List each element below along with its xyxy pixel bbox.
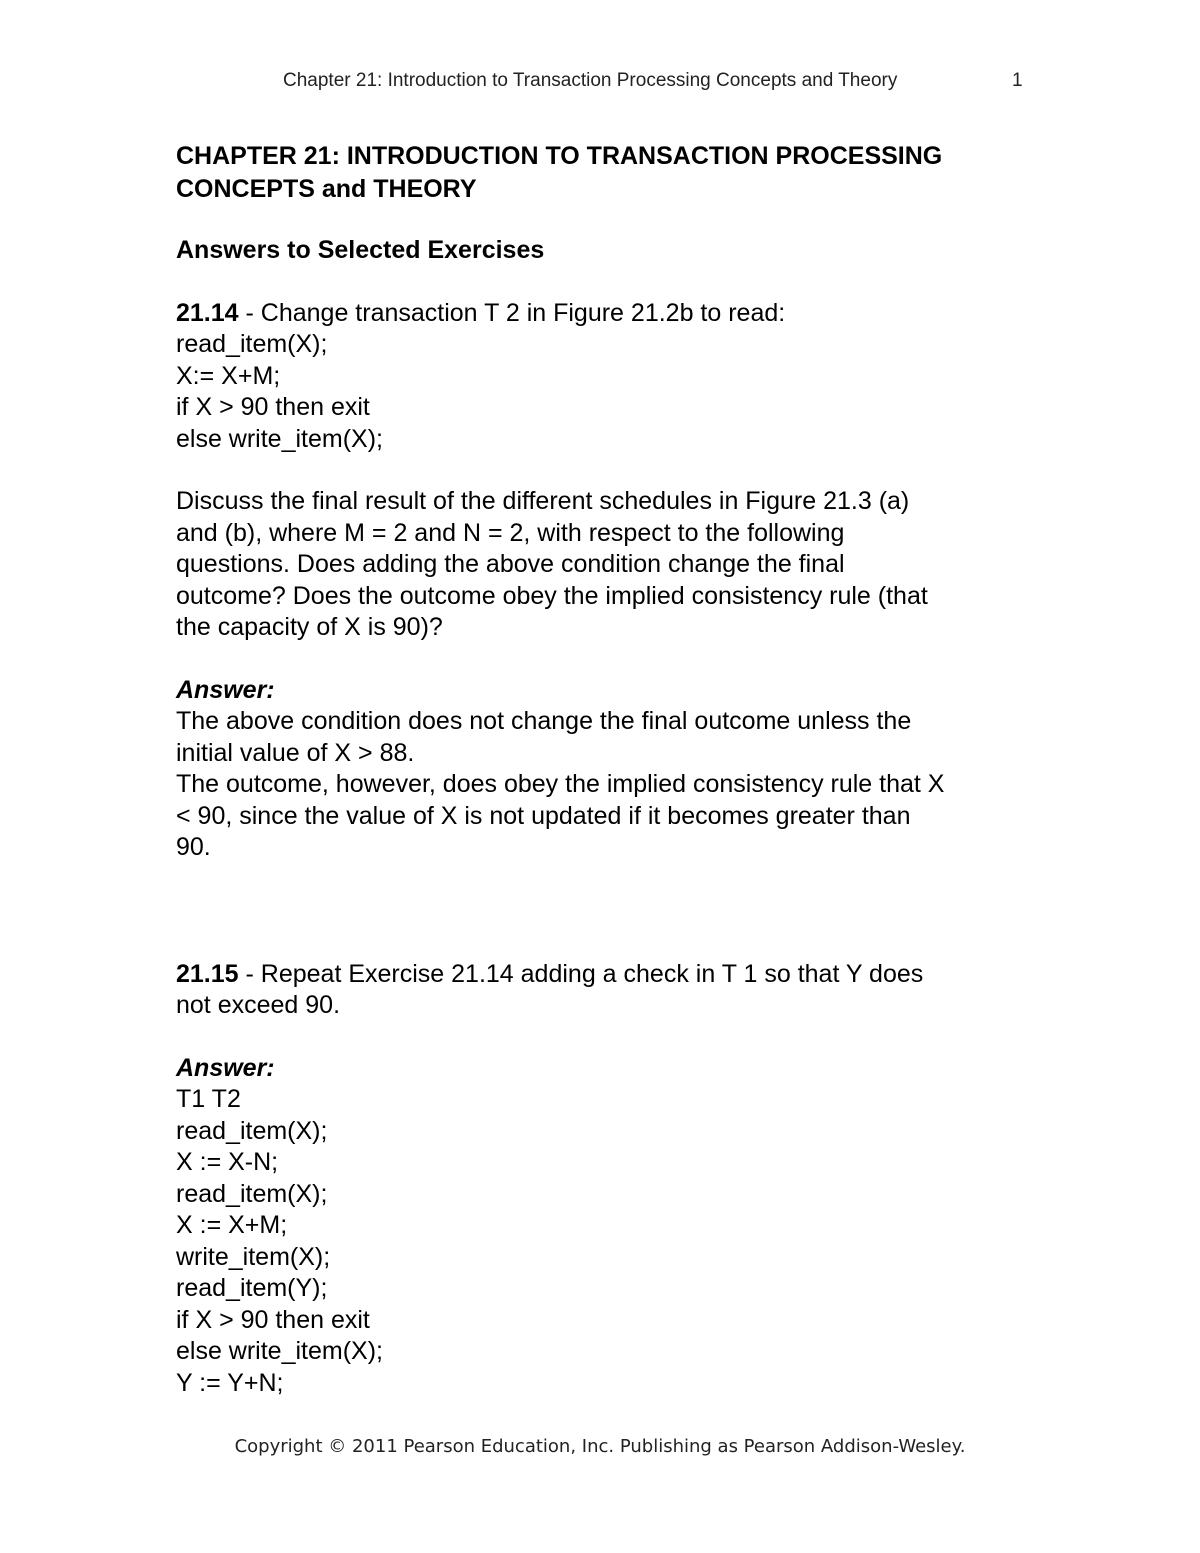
answer-label: Answer:	[176, 1053, 275, 1082]
code-line: read_item(X);	[176, 1116, 328, 1145]
exercise-21-15-prompt	[176, 959, 1036, 991]
answer-label: Answer:	[176, 675, 275, 704]
exercise-number: 21.14	[176, 298, 239, 327]
page-number: 1	[1012, 70, 1023, 91]
chapter-title-line-2: CONCEPTS and THEORY	[176, 175, 477, 203]
running-header: Chapter 21: Introduction to Transaction Processing Concepts and Theory	[283, 70, 898, 91]
code-line: if X > 90 then exit	[176, 393, 370, 421]
code-line: read_item(X);	[176, 330, 328, 358]
answer-line: initial value of X > 88.	[176, 738, 415, 767]
code-line: T1 T2	[176, 1085, 241, 1113]
exercise-prompt-text: - Repeat Exercise 21.14 adding a check in T 1 so that Y does	[238, 959, 924, 988]
answer-line: 90.	[176, 833, 211, 861]
question-line: outcome? Does the outcome obey the implied consistency rule (that	[176, 581, 928, 610]
exercise-21-14-prompt	[176, 298, 1036, 330]
section-heading: Answers to Selected Exercises	[176, 236, 545, 264]
code-line: X := X-N;	[176, 1148, 279, 1176]
code-line: else write_item(X);	[176, 1337, 383, 1365]
code-line: Y := Y+N;	[176, 1368, 284, 1397]
question-line: and (b), where M = 2 and N = 2, with respect to the following	[176, 518, 845, 547]
chapter-title-line-1: CHAPTER 21: INTRODUCTION TO TRANSACTION PROCESSING	[176, 142, 943, 170]
question-line: questions. Does adding the above condition change the final	[176, 550, 845, 578]
code-line: X:= X+M;	[176, 361, 281, 390]
question-line: the capacity of X is 90)?	[176, 613, 443, 641]
code-line: X := X+M;	[176, 1211, 288, 1239]
code-line: read_item(X);	[176, 1179, 328, 1208]
answer-line: < 90, since the value of X is not updated if it becomes greater than	[176, 801, 911, 830]
answer-line: The above condition does not change the final outcome unless the	[176, 707, 912, 735]
code-line: if X > 90 then exit	[176, 1305, 370, 1334]
copyright-footer: Copyright © 2011 Pearson Education, Inc. Publishing as Pearson Addison-Wesley.	[234, 1436, 966, 1457]
answer-line: The outcome, however, does obey the implied consistency rule that X	[176, 770, 945, 798]
question-line: Discuss the final result of the different schedules in Figure 21.3 (a)	[176, 487, 910, 515]
page-body	[176, 140, 1036, 1399]
code-line: else write_item(X);	[176, 424, 383, 453]
code-line: write_item(X);	[176, 1242, 331, 1271]
exercise-prompt-text: - Change transaction T 2 in Figure 21.2b to read:	[238, 298, 786, 327]
code-line: read_item(Y);	[176, 1274, 328, 1302]
exercise-number: 21.15	[176, 959, 239, 988]
exercise-prompt-continued: not exceed 90.	[176, 991, 341, 1019]
